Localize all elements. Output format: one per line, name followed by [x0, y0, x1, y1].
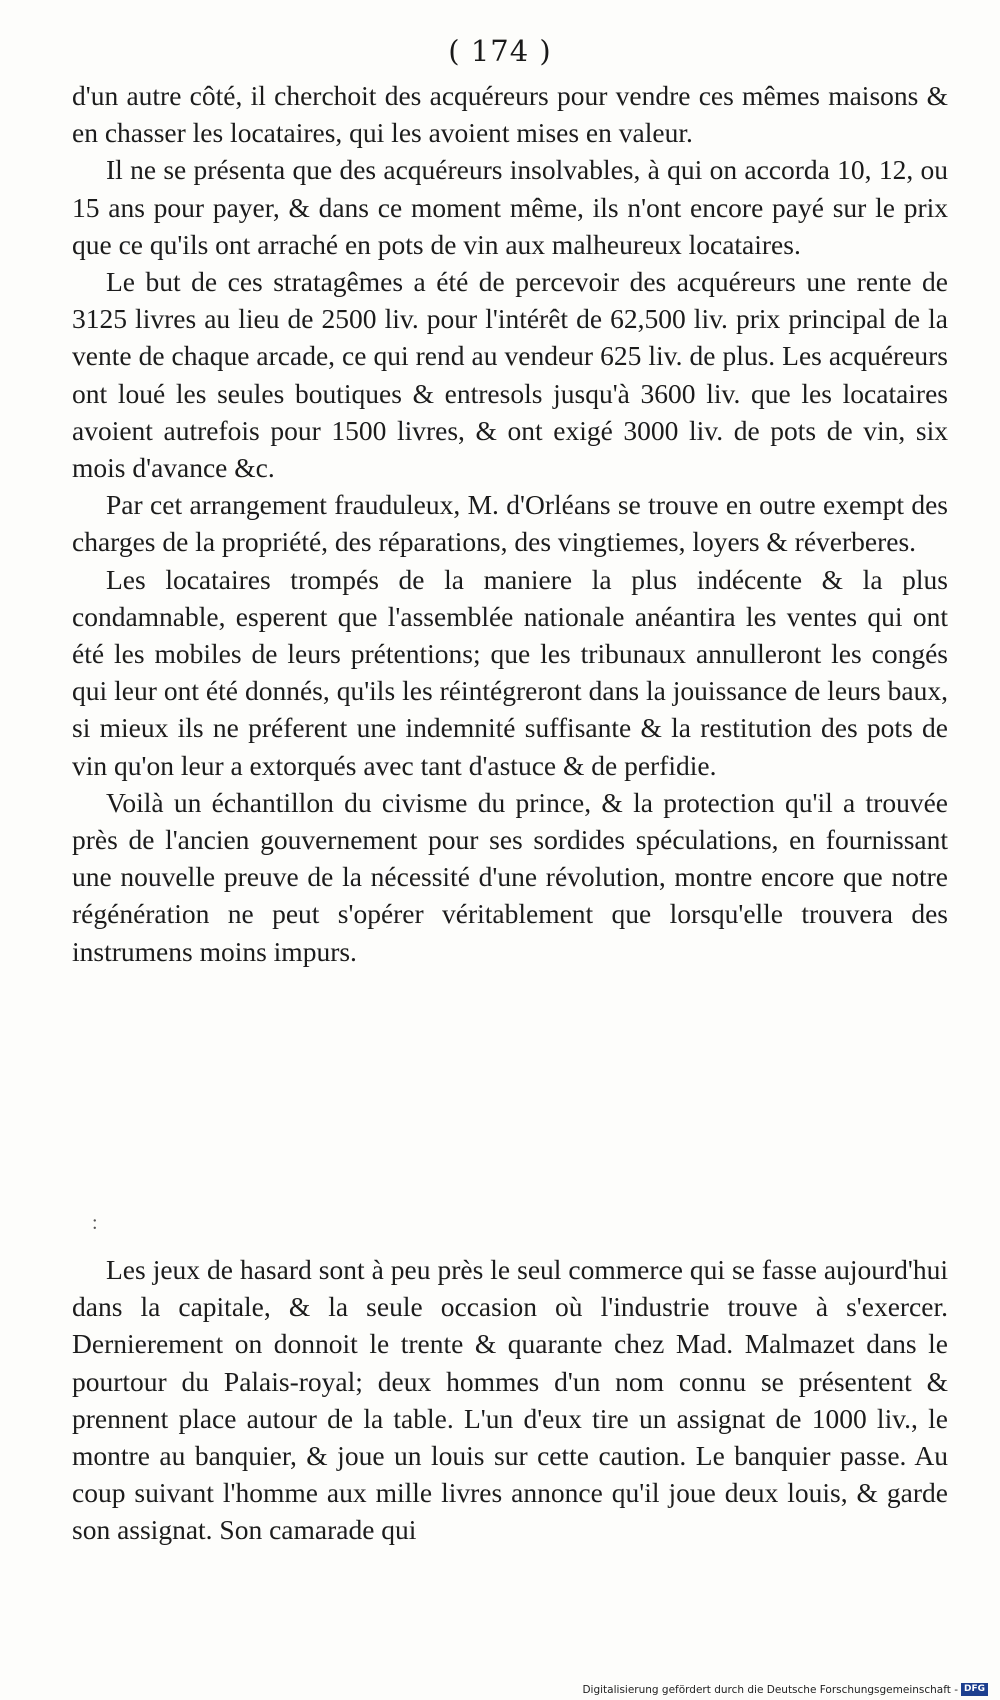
main-text-block [72, 77, 948, 970]
paragraph-insolvent-buyers: Il ne se présenta que des acquéreurs insolvables, à qui on accorda 10, 12, ou 15 ans pour payer, & dans ce moment même, ils n'ont encore payé sur le prix que ce qu'ils ont arraché en pots de vin aux malheureux locataires. [72, 154, 948, 260]
paragraph-civism-sample: Voilà un échantillon du civisme du prince, & la protection qu'il a trouvée près de l'ancien gouvernement pour ses sordides spéculations, en fournissant une nouvelle preuve de la nécessité d'une révolution, montre encore que notre régénération ne peut s'opérer véritablement que lorsqu'elle trouvera des instrumens moins impurs. [72, 786, 948, 967]
paragraph-games-of-chance: Les jeux de hasard sont à peu près le seul commerce qui se fasse aujourd'hui dans la capitale, & la seule occasion où l'industrie trouve à s'exercer. Dernierement on donnoit le trente & quarante chez Mad. Malmazet dans le pourtour du Palais-royal; deux hommes d'un nom connu se présentent & prennent place autour de la table. L'un d'eux tire un assignat de 1000 liv., le montre au banquier, & joue un louis sur cette caution. Le banquier passe. Au coup suivant l'homme aux mille livres annonce qu'il joue deux louis, & garde son assignat. Son camarade qui [72, 1254, 948, 1546]
paragraph-stratagems: Le but de ces stratagêmes a été de percevoir des acquéreurs une rente de 3125 livres au lieu de 2500 liv. pour l'intérêt de 62,500 liv. prix principal de la vente de chaque arcade, ce qui rend au vendeur 625 liv. de plus. Les acquéreurs ont loué les seules boutiques & entresols jusqu'à 3600 liv. que les locataires avoient autrefois pour 1500 livres, & ont exigé 3000 liv. de pots de vin, six mois d'avance &c. [72, 266, 948, 484]
paragraph-fraudulent-arrangement: Par cet arrangement frauduleux, M. d'Orléans se trouve en outre exempt des charges de la propriété, des réparations, des vingtiemes, loyers & réverberes. [72, 489, 948, 558]
paragraph-continuation: d'un autre côté, il cherchoit des acquéreurs pour vendre ces mêmes maisons & en chasser les locataires, qui les avoient mises en valeur. [72, 80, 948, 149]
digitization-footer [582, 1683, 988, 1696]
second-text-block [72, 1251, 948, 1549]
stray-ink-mark: : [92, 1212, 98, 1234]
paragraph-deceived-tenants: Les locataires trompés de la maniere la plus indécente & la plus condamnable, esperent que l'assemblée nationale anéantira les ventes qui ont été les mobiles de leurs prétentions; que les tribunaux annulleront les congés qui leur ont été donnés, qu'ils les réintégreront dans la jouissance de leurs baux, si mieux ils ne préferent une indemnité suffisante & la restitution des pots de vin qu'on leur a extorqués avec tant d'astuce & de perfidie. [72, 563, 948, 781]
footer-credit-text: Digitalisierung gefördert durch die Deutsche Forschungsgemeinschaft - [582, 1683, 958, 1696]
page-number: ( 174 ) [448, 34, 552, 68]
dfg-logo: DFG [961, 1683, 988, 1696]
